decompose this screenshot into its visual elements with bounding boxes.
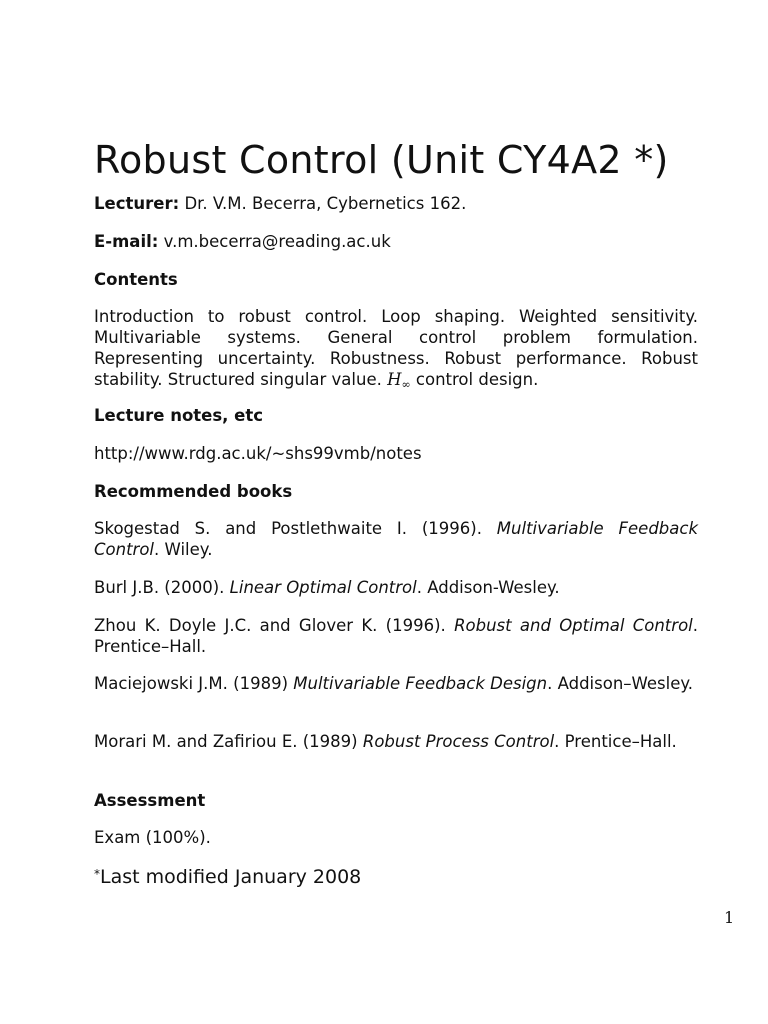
lecturer-value: Dr. V.M. Becerra, Cybernetics 162. bbox=[184, 194, 467, 213]
book-authors: Zhou K. Doyle J.C. and Glover K. (1996). bbox=[94, 616, 446, 635]
book-authors: Morari M. and Zafiriou E. (1989) bbox=[94, 732, 358, 751]
h-infinity-letter: H bbox=[387, 370, 402, 389]
book-publisher: . Prentice–Hall. bbox=[94, 616, 698, 656]
book-authors: Burl J.B. (2000). bbox=[94, 578, 225, 597]
email-label: E-mail: bbox=[94, 232, 159, 251]
email-value[interactable]: v.m.becerra@reading.ac.uk bbox=[163, 232, 391, 251]
footnote bbox=[94, 866, 361, 888]
lecture-notes-url[interactable]: http://www.rdg.ac.uk/~shs99vmb/notes bbox=[94, 444, 422, 463]
infinity-subscript: ∞ bbox=[401, 378, 411, 391]
book-entry bbox=[94, 615, 698, 657]
book-title: Linear Optimal Control bbox=[229, 578, 417, 597]
footnote-marker: * bbox=[94, 867, 100, 881]
document-title: Robust Control (Unit CY4A2 *) bbox=[94, 138, 669, 182]
book-publisher: . Prentice–Hall. bbox=[554, 732, 677, 751]
book-publisher: . Wiley. bbox=[154, 540, 213, 559]
lecturer-line bbox=[94, 193, 466, 214]
book-entry bbox=[94, 673, 698, 694]
contents-text: Introduction to robust control. Loop shaping. Weighted sensitivity. Multivariable systems. General control problem formulation. Representing uncertainty. Robustness. Robust performance. Robust stability. Structured singular value. bbox=[94, 307, 698, 389]
document-page bbox=[94, 0, 735, 1024]
book-publisher: . Addison–Wesley. bbox=[547, 674, 694, 693]
book-title: Multivariable Feedback Control bbox=[94, 519, 699, 559]
book-title: Robust and Optimal Control bbox=[454, 616, 693, 635]
footnote-text: Last modified January 2008 bbox=[100, 866, 362, 888]
book-authors: Skogestad S. and Postlethwaite I. (1996). bbox=[94, 519, 482, 538]
contents-text-end: control design. bbox=[415, 370, 539, 389]
recommended-books-heading: Recommended books bbox=[94, 482, 293, 501]
book-title: Multivariable Feedback Design bbox=[293, 674, 548, 693]
book-entry bbox=[94, 518, 698, 560]
email-line bbox=[94, 231, 391, 252]
lecture-notes-heading: Lecture notes, etc bbox=[94, 406, 264, 425]
assessment-heading: Assessment bbox=[94, 791, 206, 810]
book-publisher: . Addison-Wesley. bbox=[416, 578, 560, 597]
book-title: Robust Process Control bbox=[362, 732, 555, 751]
lecturer-label: Lecturer: bbox=[94, 194, 180, 213]
book-authors: Maciejowski J.M. (1989) bbox=[94, 674, 289, 693]
book-entry bbox=[94, 731, 698, 752]
contents-heading: Contents bbox=[94, 270, 178, 289]
book-entry bbox=[94, 577, 698, 598]
assessment-value: Exam (100%). bbox=[94, 828, 211, 847]
h-infinity-symbol bbox=[387, 370, 411, 389]
page-number: 1 bbox=[724, 908, 735, 927]
contents-paragraph bbox=[94, 306, 698, 395]
